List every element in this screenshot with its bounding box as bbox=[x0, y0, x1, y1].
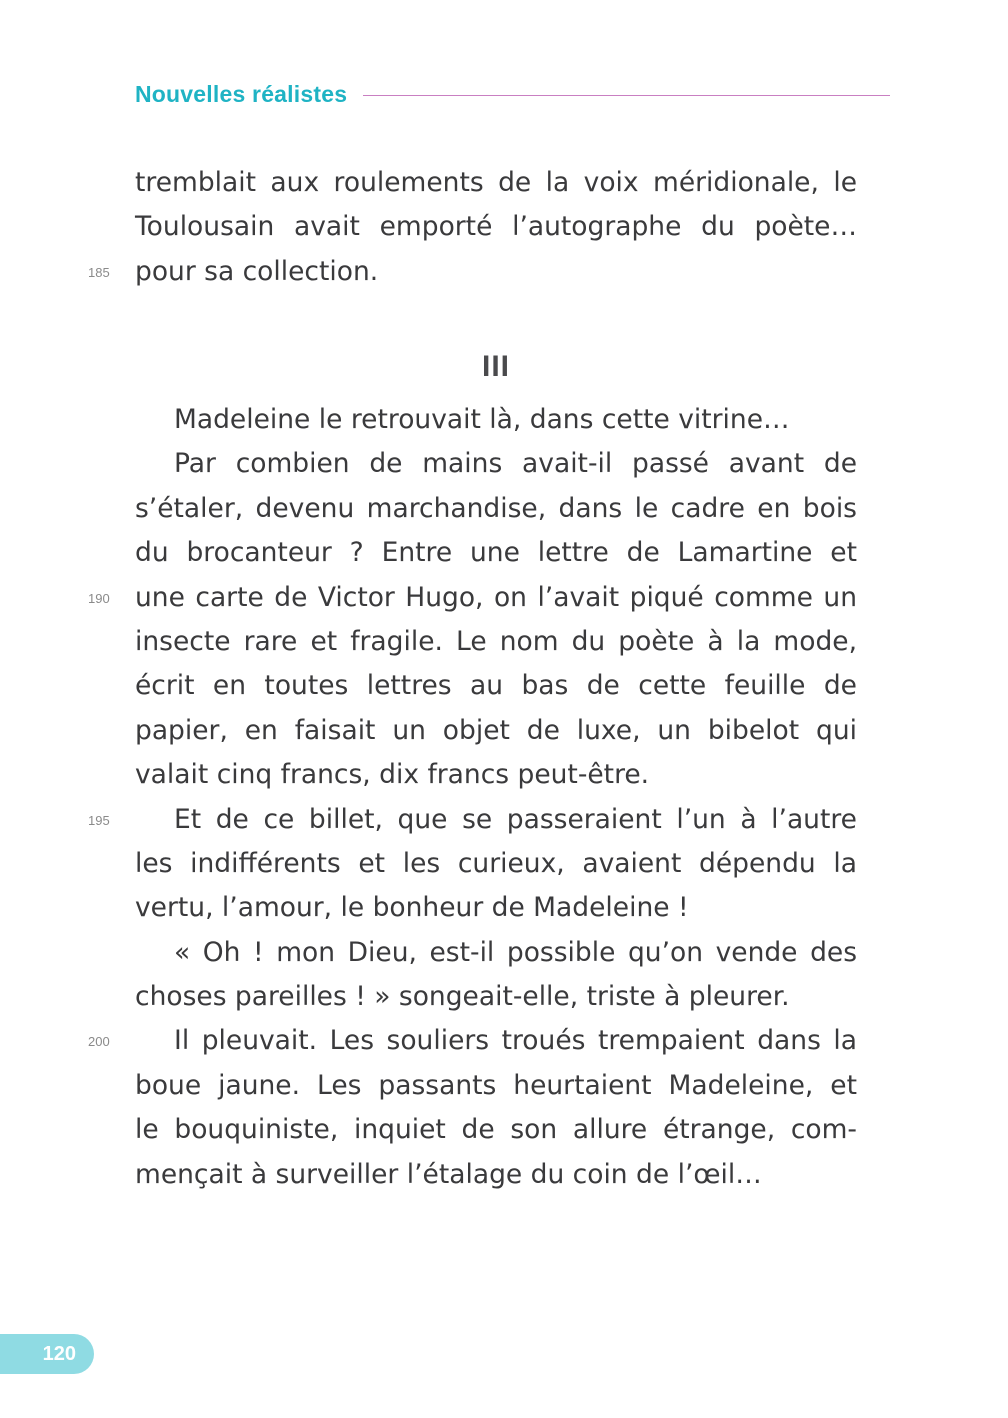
text-line: tremblait aux roulements de la voix méridionale, le bbox=[135, 167, 857, 198]
text-line: vertu, l’amour, le bonheur de Madeleine ! bbox=[135, 892, 689, 924]
text-line: boue jaune. Les passants heurtaient Madeleine, et bbox=[135, 1069, 857, 1101]
text-line bbox=[88, 250, 857, 294]
text-line-content: pour sa collection. bbox=[135, 255, 379, 287]
text-line: Madeleine le retrouvait là, dans cette vitrine… bbox=[174, 404, 790, 435]
text-line: Par combien de mains avait-il passé avant de bbox=[174, 448, 857, 480]
text-line: du brocanteur ? Entre une lettre de Lamartine et bbox=[135, 537, 857, 569]
section-heading: III bbox=[481, 350, 510, 383]
text-line-numbered bbox=[88, 798, 857, 842]
text-line: insecte rare et fragile. Le nom du poète à la mode, bbox=[135, 625, 857, 657]
text-line: Toulousain avait emporté l’autographe du poète… bbox=[135, 211, 857, 243]
line-number: 195 bbox=[88, 812, 110, 828]
text-line: mençait à surveiller l’étalage du coin de l’œil… bbox=[135, 1158, 762, 1190]
text-line: écrit en toutes lettres au bas de cette feuille de bbox=[135, 670, 857, 702]
line-number: 185 bbox=[88, 264, 110, 280]
running-title: Nouvelles réalistes bbox=[135, 80, 348, 107]
text-line-numbered bbox=[88, 576, 857, 620]
line-number: 200 bbox=[88, 1034, 110, 1050]
text-line-content: Il pleuvait. Les souliers troués trempaient dans la bbox=[174, 1025, 857, 1057]
text-line: choses pareilles ! » songeait-elle, triste à pleurer. bbox=[135, 981, 790, 1013]
text-line: s’étaler, devenu marchandise, dans le cadre en bois bbox=[135, 492, 857, 524]
page-number-tab bbox=[0, 1334, 94, 1374]
text-line: le bouquiniste, inquiet de son allure étrange, com- bbox=[135, 1114, 857, 1146]
running-header bbox=[135, 78, 890, 110]
main-text bbox=[88, 398, 857, 1197]
header-rule bbox=[363, 95, 890, 96]
paragraph-continuation bbox=[88, 161, 857, 294]
text-line-content: une carte de Victor Hugo, on l’avait piqué comme un bbox=[135, 581, 857, 613]
text-line: papier, en faisait un objet de luxe, un bibelot qui bbox=[135, 714, 857, 746]
text-line-numbered bbox=[88, 1019, 857, 1063]
line-number: 190 bbox=[88, 590, 110, 606]
text-line-content: Et de ce billet, que se passeraient l’un à l’autre bbox=[174, 803, 857, 835]
page-number: 120 bbox=[42, 1343, 76, 1365]
text-line: valait cinq francs, dix francs peut-être. bbox=[135, 759, 650, 791]
text-line: « Oh ! mon Dieu, est-il possible qu’on vende des bbox=[174, 936, 857, 968]
text-line: les indifférents et les curieux, avaient dépendu la bbox=[135, 847, 857, 879]
